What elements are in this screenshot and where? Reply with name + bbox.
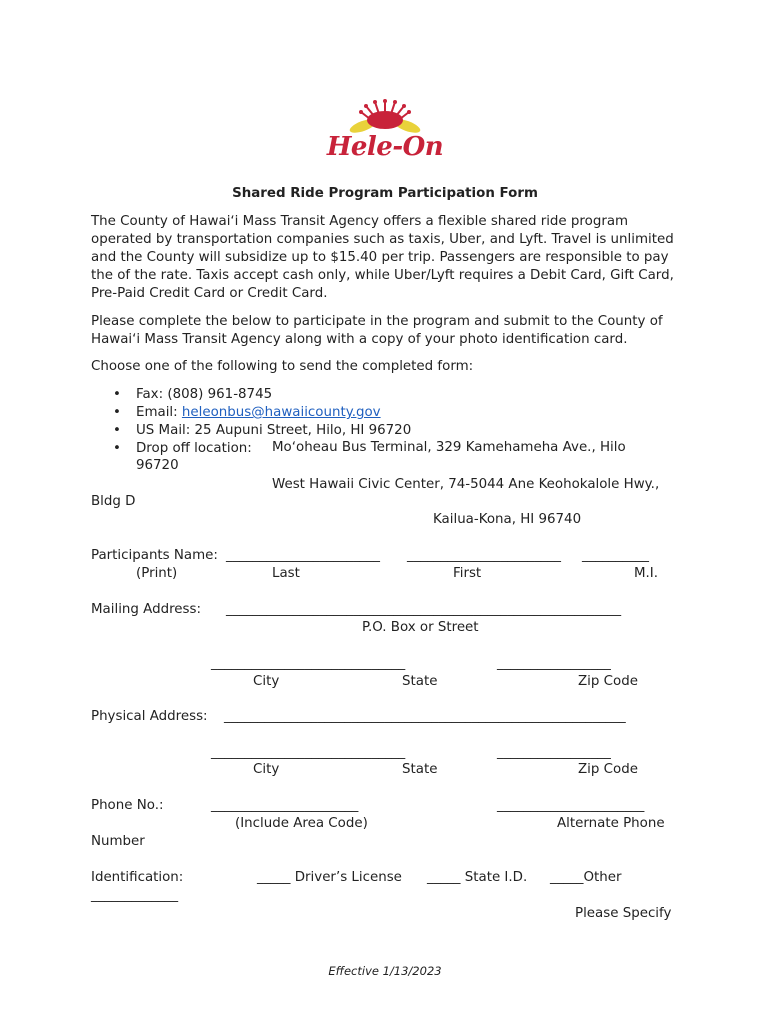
email-label: Email: xyxy=(136,405,182,420)
last-caption: Last xyxy=(272,566,300,581)
physical-zip-field[interactable]: _________________ xyxy=(497,745,611,760)
form-title: Shared Ride Program Participation Form xyxy=(232,186,538,201)
drivers-license-option[interactable]: _____ Driver’s License xyxy=(257,870,402,885)
mail-text: US Mail: 25 Aupuni Street, Hilo, HI 96720 xyxy=(136,423,412,438)
logo-wordmark: Hele-On xyxy=(326,132,444,162)
effective-date-footer: Effective 1/13/2023 xyxy=(328,964,442,978)
dropoff-location-1: Moʻoheau Bus Terminal, 329 Kamehameha Ave., Hilo xyxy=(272,440,626,455)
mailing-zip-caption: Zip Code xyxy=(578,674,638,689)
other-id-option[interactable]: _____Other xyxy=(550,870,622,885)
method-fax xyxy=(91,386,691,404)
identification-label: Identification: xyxy=(91,870,184,885)
phone-label: Phone No.: xyxy=(91,798,164,813)
physical-city-state-field[interactable]: _____________________________ xyxy=(211,745,406,760)
dropoff-location-1-zip: 96720 xyxy=(136,458,179,473)
po-box-caption: P.O. Box or Street xyxy=(362,620,479,635)
dropoff-location-2: West Hawaii Civic Center, 74-5044 Ane Keohokalole Hwy., xyxy=(272,477,660,492)
number-caption: Number xyxy=(91,834,145,849)
participant-name-label: Participants Name: xyxy=(91,548,218,563)
mailing-address-label: Mailing Address: xyxy=(91,602,202,617)
alternate-phone-field[interactable]: ______________________ xyxy=(497,798,645,813)
mailing-city-caption: City xyxy=(253,674,280,689)
middle-initial-field[interactable]: __________ xyxy=(582,548,649,563)
fax-text: Fax: (808) 961-8745 xyxy=(136,387,273,402)
mi-caption: M.I. xyxy=(634,566,659,581)
email-link[interactable]: heleonbus@hawaiicounty.gov xyxy=(181,405,381,420)
mailing-city-state-field[interactable]: _____________________________ xyxy=(211,656,406,671)
logo xyxy=(315,98,455,168)
mailing-street-field[interactable]: ___________________________________________________________ xyxy=(226,602,622,617)
first-name-field[interactable]: _______________________ xyxy=(407,548,561,563)
last-name-field[interactable]: _______________________ xyxy=(226,548,380,563)
mailing-state-caption: State xyxy=(402,674,438,689)
phone-field[interactable]: ______________________ xyxy=(211,798,359,813)
other-id-specify-field[interactable]: _____________ xyxy=(91,888,179,903)
physical-city-caption: City xyxy=(253,762,280,777)
area-code-caption: (Include Area Code) xyxy=(235,816,368,831)
physical-state-caption: State xyxy=(402,762,438,777)
intro-paragraph: The County of Hawaiʻi Mass Transit Agency offers a flexible shared ride program operated by transportation companies such as taxis, Uber, and Lyft. Travel is unlimited and the County will subsidize up to $15.40 per trip. Passengers are responsible to pay the of the rate. Taxis accept cash only, while Uber/Lyft requires a Debit Card, Gift Card, Pre-Paid Credit Card or Credit Card. xyxy=(91,214,674,301)
state-id-option[interactable]: _____ State I.D. xyxy=(427,870,528,885)
first-caption: First xyxy=(453,566,482,581)
physical-zip-caption: Zip Code xyxy=(578,762,638,777)
choose-text: Choose one of the following to send the completed form: xyxy=(91,359,474,374)
physical-street-field[interactable]: ____________________________________________________________ xyxy=(224,709,626,724)
method-email xyxy=(91,404,691,422)
dropoff-location-2-city: Kailua-Kona, HI 96740 xyxy=(433,512,582,527)
dropoff-label: Drop off location: xyxy=(136,441,252,456)
mailing-zip-field[interactable]: _________________ xyxy=(497,656,611,671)
instructions-paragraph: Please complete the below to participate in the program and submit to the County of Hawaiʻi Mass Transit Agency along with a copy of your photo identification card. xyxy=(91,314,663,347)
please-specify-caption: Please Specify xyxy=(575,906,672,921)
method-mail xyxy=(91,422,691,440)
alternate-phone-caption: Alternate Phone xyxy=(557,816,665,831)
physical-address-label: Physical Address: xyxy=(91,709,208,724)
dropoff-location-2-bldg: Bldg D xyxy=(91,494,136,509)
print-caption: (Print) xyxy=(136,566,178,581)
